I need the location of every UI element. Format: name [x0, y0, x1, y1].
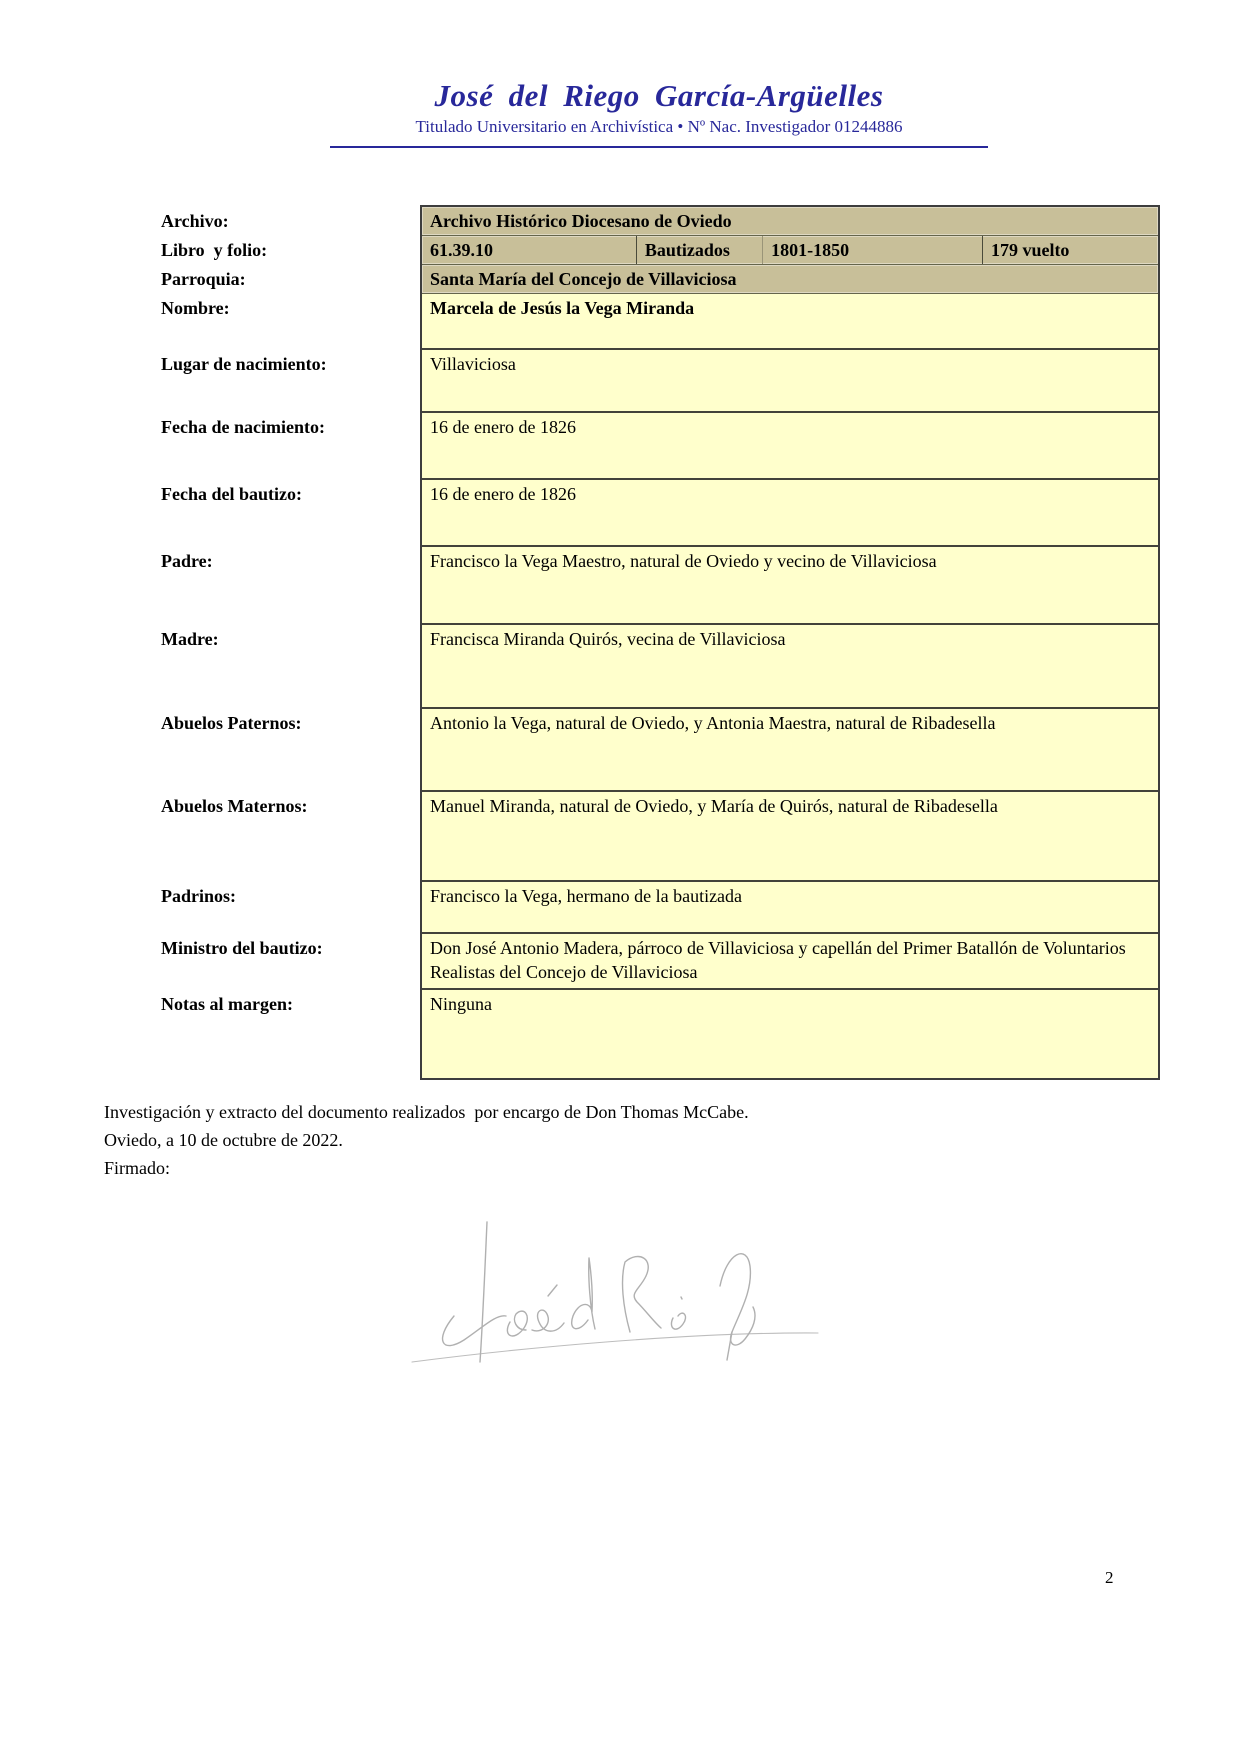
field-value: Marcela de Jesús la Vega Miranda: [430, 298, 695, 318]
field-label: Padrinos:: [161, 886, 237, 906]
field-value: Don José Antonio Madera, párroco de Villaviciosa y capellán del Primer Batallón de Voluntarios Realistas del Concejo de Villaviciosa: [430, 938, 1126, 982]
lugar-value-cell: [422, 350, 1158, 413]
closing-line-signed: Firmado:: [104, 1158, 170, 1178]
field-value: Santa María del Concejo de Villaviciosa: [430, 269, 737, 289]
field-value: Manuel Miranda, natural de Oviedo, y María de Quirós, natural de Ribadesella: [430, 796, 998, 816]
field-value: 16 de enero de 1826: [430, 417, 576, 437]
label-lugar-row: [161, 350, 417, 413]
field-value: Antonio la Vega, natural de Oviedo, y Antonia Maestra, natural de Ribadesella: [430, 713, 996, 733]
nombre-value-cell: [422, 294, 1158, 350]
field-label: Fecha de nacimiento:: [161, 417, 325, 437]
closing-line-commission: Investigación y extracto del documento realizados por encargo de Don Thomas McCabe.: [104, 1102, 749, 1122]
field-value: Francisco la Vega Maestro, natural de Oviedo y vecino de Villaviciosa: [430, 551, 937, 571]
libro-years-cell: 1801-1850: [762, 236, 982, 264]
letterhead-divider: [330, 146, 988, 148]
label-libro-row: [161, 236, 417, 265]
field-label: Notas al margen:: [161, 994, 293, 1014]
padre-value-cell: [422, 547, 1158, 625]
field-label: Libro y folio:: [161, 240, 268, 260]
label-abuelos-maternos-row: [161, 792, 417, 882]
field-label: Ministro del bautizo:: [161, 938, 323, 958]
folio-cell: 179 vuelto: [982, 236, 1158, 264]
label-padrinos-row: [161, 882, 417, 934]
notas-value-cell: [422, 990, 1158, 1078]
closing-statement: [104, 1098, 749, 1182]
abuelos-maternos-value-cell: [422, 792, 1158, 882]
record-table: [420, 205, 1160, 1080]
field-label: Parroquia:: [161, 269, 246, 289]
closing-line-date: Oviedo, a 10 de octubre de 2022.: [104, 1130, 343, 1150]
label-fecha-bautizo-row: [161, 480, 417, 547]
field-label: Madre:: [161, 629, 219, 649]
field-value: Villaviciosa: [430, 354, 516, 374]
label-archivo-row: [161, 207, 417, 236]
madre-value-cell: [422, 625, 1158, 709]
archivo-value-cell: [422, 207, 1158, 236]
label-madre-row: [161, 625, 417, 709]
label-fecha-nacimiento-row: [161, 413, 417, 480]
field-label: Abuelos Maternos:: [161, 796, 308, 816]
signature-image: [390, 1212, 830, 1372]
field-label: Nombre:: [161, 298, 230, 318]
page-number: 2: [1105, 1568, 1114, 1587]
field-label: Abuelos Paternos:: [161, 713, 302, 733]
signature-svg: [390, 1212, 830, 1372]
ministro-value-cell: [422, 934, 1158, 990]
label-parroquia-row: [161, 265, 417, 294]
fecha-bautizo-value-cell: [422, 480, 1158, 547]
archivist-credentials: Titulado Universitario en Archivística • Nº Nac. Investigador 01244886: [415, 117, 903, 136]
archivist-name: José del Riego García-Argüelles: [434, 78, 884, 113]
parroquia-value-cell: [422, 265, 1158, 294]
padrinos-value-cell: [422, 882, 1158, 934]
field-label-column: [161, 207, 417, 1078]
field-label: Archivo:: [161, 211, 229, 231]
libro-type-cell: Bautizados: [636, 236, 762, 264]
label-padre-row: [161, 547, 417, 625]
field-value: Ninguna: [430, 994, 492, 1014]
field-label: Padre:: [161, 551, 213, 571]
field-value: 16 de enero de 1826: [430, 484, 576, 504]
field-value: Archivo Histórico Diocesano de Oviedo: [430, 211, 732, 231]
label-ministro-row: [161, 934, 417, 990]
label-notas-row: [161, 990, 417, 1078]
label-nombre-row: [161, 294, 417, 350]
field-value: Francisca Miranda Quirós, vecina de Villaviciosa: [430, 629, 786, 649]
field-label: Fecha del bautizo:: [161, 484, 302, 504]
letterhead: [330, 78, 988, 148]
field-label: Lugar de nacimiento:: [161, 354, 327, 374]
label-abuelos-paternos-row: [161, 709, 417, 792]
fecha-nacimiento-value-cell: [422, 413, 1158, 480]
abuelos-paternos-value-cell: [422, 709, 1158, 792]
field-value: Francisco la Vega, hermano de la bautizada: [430, 886, 743, 906]
libro-number-cell: 61.39.10: [430, 240, 493, 260]
libro-folio-value-row: [422, 236, 1158, 265]
